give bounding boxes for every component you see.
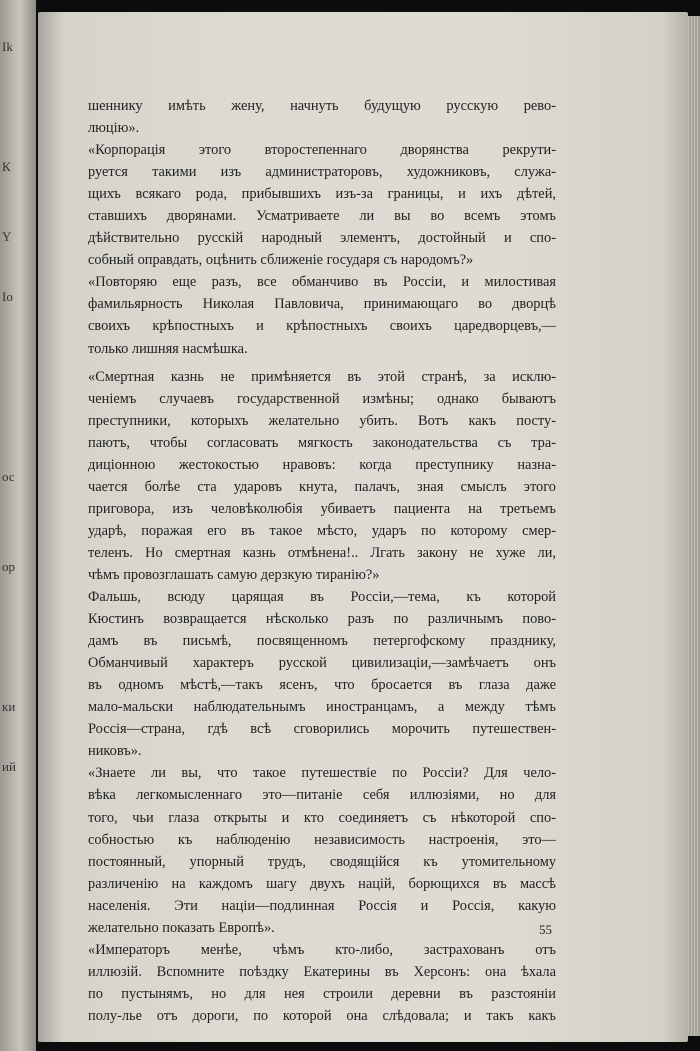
text-line: «Повторяю еще разъ, все обманчиво въ Россіи, и милостивая: [88, 274, 556, 291]
left-page-fragment: Ik: [2, 39, 13, 54]
adjacent-page-edge: [0, 0, 36, 1051]
left-page-fragment: К: [2, 159, 11, 174]
text-line: вѣка легкомысленнаго это—питаніе себя иллюзіями, но для: [88, 787, 556, 804]
text-line: диціонною жестокостью нравовъ: когда преступнику назна-: [88, 456, 556, 473]
left-page-fragment: Y: [2, 229, 12, 244]
text-line: иллюзій. Вспомните поѣздку Екатерины въ Херсонъ: она ѣхала: [88, 963, 556, 980]
text-line: только лишняя насмѣшка.: [88, 340, 248, 357]
text-line: щихъ всякаго рода, прибывшихъ изъ-за границы, и ихъ дѣтей,: [88, 186, 556, 203]
left-page-fragment: ий: [2, 759, 16, 774]
text-line: собный оправдать, оцѣнить сближеніе государя съ народомъ?»: [88, 252, 474, 269]
text-line: приговора, изъ человѣколюбія убиваетъ пациента на третьемъ: [88, 500, 556, 517]
paragraph: [88, 95, 556, 139]
text-line: по пустынямъ, но для нея строили деревни въ разстояніи: [88, 985, 556, 1002]
text-line: «Императоръ менѣе, чѣмъ кто-либо, застрахованъ отъ: [88, 941, 556, 958]
text-line: того, чьи глаза открыты и кто соединяетъ съ нѣкоторой спо-: [88, 809, 556, 826]
text-line: чѣмъ провозглашать самую дерзкую тиранію?»: [88, 566, 380, 583]
text-line: мало-мальски наблюдательнымъ иностранцамъ, а между тѣмъ: [88, 699, 556, 716]
text-line: своихъ крѣпостныхъ и крѣпостныхъ своихъ царедворцевъ,—: [88, 318, 556, 335]
left-page-fragment: ор: [2, 559, 15, 574]
text-line: Фальшь, всюду царящая въ Россіи,—тема, къ которой: [88, 589, 556, 606]
text-line: теленъ. Но смертная казнь отмѣнена!.. Лгать закону не хуже ли,: [88, 544, 556, 561]
text-line: ставшихъ дворянами. Усматриваете ли вы во всемъ этомъ: [88, 208, 556, 225]
page-stack-edge: [688, 16, 700, 1036]
text-line: руется такими изъ администраторовъ, художниковъ, служа-: [88, 164, 556, 181]
left-page-fragment: ос: [2, 469, 15, 484]
paragraph: [88, 271, 556, 359]
text-line: «Знаете ли вы, что такое путешествіе по Россіи? Для чело-: [88, 765, 556, 782]
text-line: полу-лье отъ дороги, по которой она слѣдовала; и такъ какъ: [88, 1007, 556, 1024]
text-line: преступники, которыхъ желательно убить. Вотъ какъ посту-: [88, 412, 556, 429]
text-line: въ одномъ мѣстѣ,—такъ ясенъ, что бросается въ глаза даже: [88, 677, 556, 694]
left-page-fragment: Io: [2, 289, 13, 304]
text-line: Кюстинъ возвращается нѣсколько разъ по различнымъ пово-: [88, 611, 556, 628]
page-number: 55: [539, 922, 552, 937]
text-line: паютъ, чтобы согласовать мягкость законодательства съ тра-: [88, 434, 556, 451]
text-line: дамъ въ письмѣ, посвященномъ петергофскому празднику,: [88, 633, 556, 650]
paragraph: [88, 939, 556, 1027]
text-line: различенію на каждомъ шагу двухъ націй, борющихся въ массѣ: [88, 875, 556, 892]
paragraph: [88, 366, 556, 586]
text-line: люцію».: [88, 120, 140, 137]
page-body-text: [88, 95, 556, 1027]
text-line: собностью къ наблюденію независимость настроенія, это—: [88, 831, 556, 848]
paragraph: [88, 139, 556, 271]
text-line: ударѣ, поражая его въ такое мѣсто, ударъ по которому смер-: [88, 522, 556, 539]
text-line: ченіемъ случаевъ государственной измѣны; однако бываютъ: [88, 390, 556, 407]
left-page-fragment: ки: [2, 699, 16, 714]
text-line: Россія—страна, гдѣ всѣ сговорились морочить путешествен-: [88, 721, 556, 738]
text-line: Обманчивый характеръ русской цивилизаціи,—замѣчаетъ онъ: [88, 655, 556, 672]
text-line: дѣйствительно русскій народный элементъ, достойный и спо-: [88, 230, 556, 247]
text-line: шеннику имѣть жену, начнуть будущую русскую рево-: [88, 98, 556, 114]
text-line: «Смертная казнь не примѣняется въ этой странѣ, за исклю-: [88, 368, 556, 385]
text-line: чается болѣе ста ударовъ кнута, палачъ, зная смыслъ этого: [88, 478, 556, 495]
text-line: желательно показать Европѣ».: [88, 919, 275, 936]
paragraph: [88, 586, 556, 762]
paragraph: [88, 762, 556, 938]
text-line: никовъ».: [88, 743, 142, 760]
text-line: «Корпорація этого второстепеннаго дворянства рекрути-: [88, 142, 556, 159]
text-line: фамильярность Николая Павловича, принимающаго во дворцѣ: [88, 296, 556, 313]
text-line: населенія. Эти націи—подлинная Россія и Россія, какую: [88, 897, 556, 914]
text-line: постоянный, упорный трудъ, сводящійся къ утомительному: [88, 853, 556, 870]
